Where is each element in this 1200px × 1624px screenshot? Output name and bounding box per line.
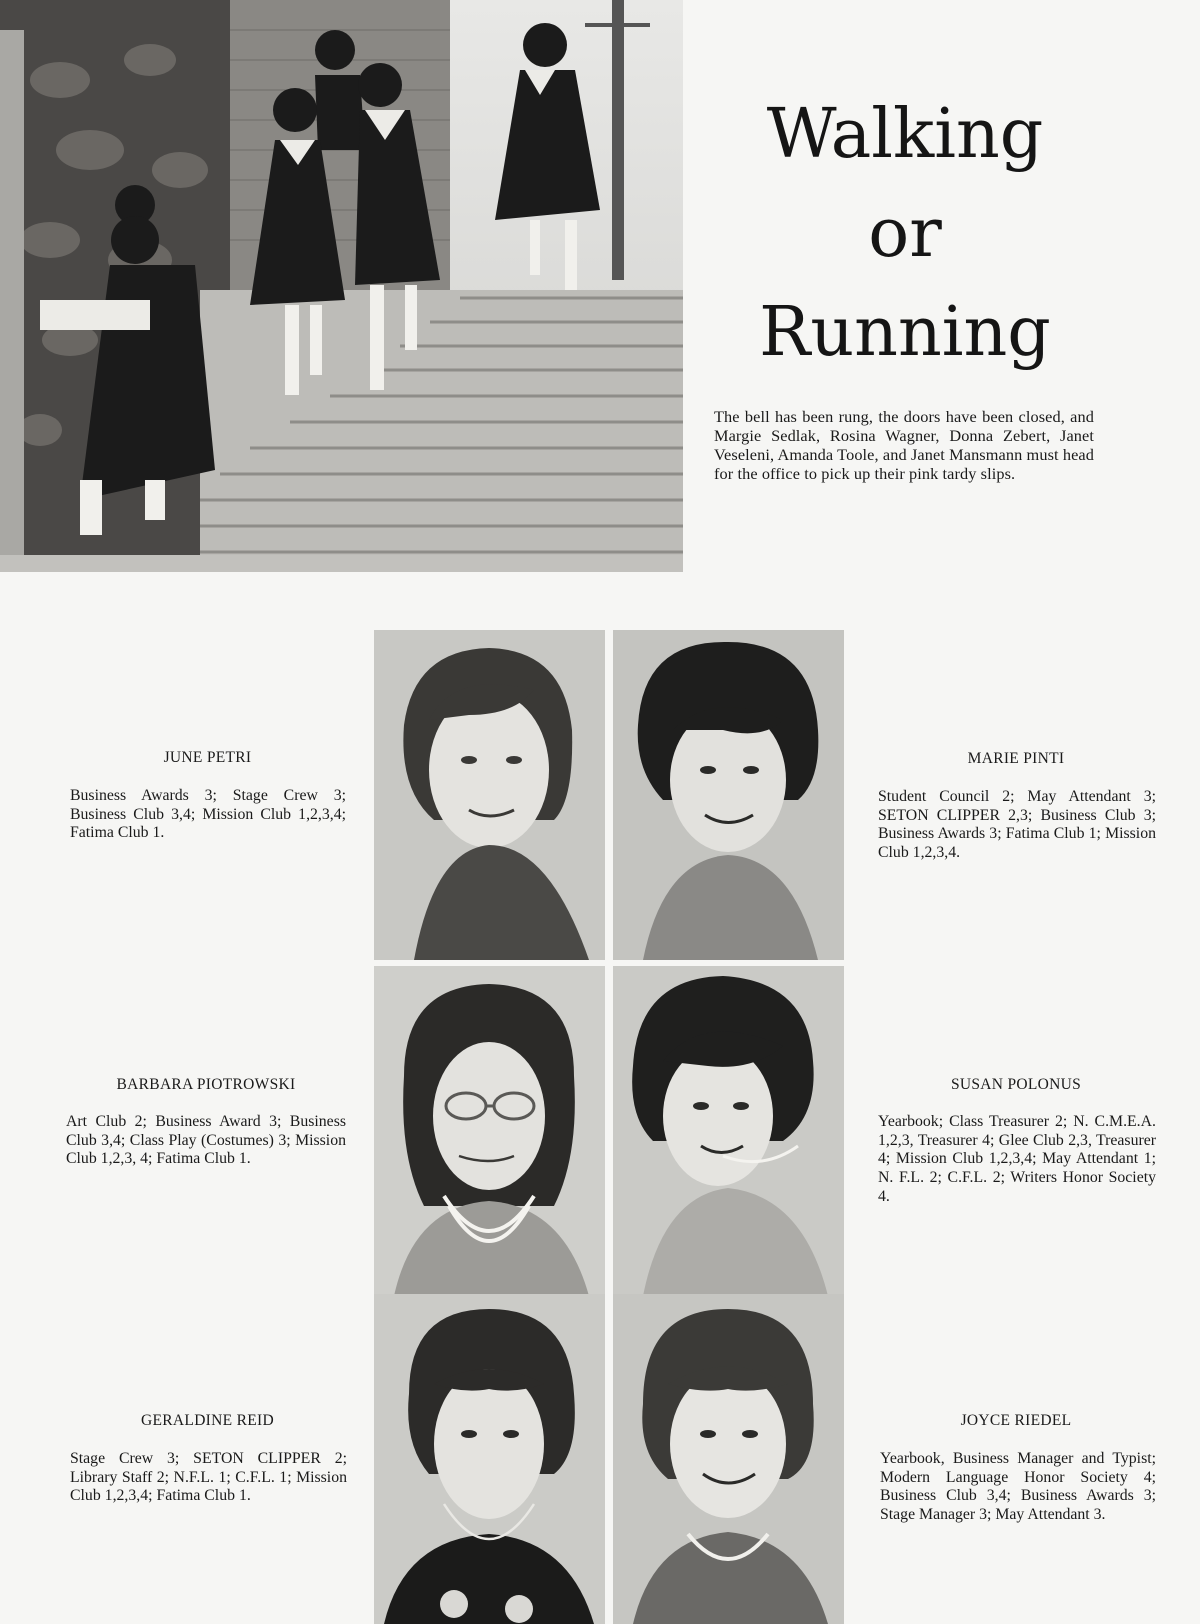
- name-june-petri: JUNE PETRI: [163, 749, 252, 766]
- name-marie-pinti: MARIE PINTI: [967, 750, 1065, 767]
- title-line-2: or: [868, 194, 942, 273]
- name-susan-polonus: SUSAN POLONUS: [950, 1076, 1082, 1093]
- portrait-june-petri: [374, 630, 605, 960]
- bio-susan-polonus: Yearbook; Class Treasurer 2; N. C.M.E.A. 1,2,3, Treasurer 4; Glee Club 2,3, Treasurer 4; Mission Club 1,2,3,4; May Attendant 1; N. F.L. 2; C.F.L. 2; Writers Honor Society 4.: [878, 1113, 1156, 1205]
- title-line-1: Walking: [766, 95, 1044, 174]
- photo-caption: The bell has been rung, the doors have been closed, and Margie Sedlak, Rosina Wagner, Donna Zebert, Janet Veseleni, Amanda Toole, and Janet Mansmann must head for the office to pick up their pink tardy slips.: [714, 407, 1094, 483]
- bio-geraldine-reid: Stage Crew 3; SETON CLIPPER 2; Library Staff 2; N.F.L. 1; C.F.L. 1; Mission Club 1,2,3,4; Fatima Club 1.: [70, 1450, 347, 1505]
- name-barbara-piotrowski: BARBARA PIOTROWSKI: [116, 1076, 296, 1093]
- portrait-geraldine-reid: [374, 1294, 605, 1624]
- bio-marie-pinti: Student Council 2; May Attendant 3; SETON CLIPPER 2,3; Business Club 3; Business Awards 3; Fatima Club 1; Mission Club 1,2,3,4.: [878, 788, 1156, 862]
- article-title: [740, 85, 1070, 382]
- name-geraldine-reid: GERALDINE REID: [141, 1412, 274, 1429]
- bio-barbara-piotrowski: Art Club 2; Business Award 3; Business Club 3,4; Class Play (Costumes) 3; Mission Club 1,2,3, 4; Fatima Club 1.: [66, 1113, 346, 1168]
- portrait-joyce-riedel: [613, 1294, 844, 1624]
- bio-june-petri: Business Awards 3; Stage Crew 3; Business Club 3,4; Mission Club 1,2,3,4; Fatima Club 1.: [70, 787, 346, 842]
- portrait-barbara-piotrowski: [374, 966, 605, 1296]
- portrait-susan-polonus: [613, 966, 844, 1296]
- portrait-marie-pinti: [613, 630, 844, 960]
- students-on-stairs-photo: [0, 0, 683, 572]
- title-line-3: Running: [759, 293, 1051, 372]
- bio-joyce-riedel: Yearbook, Business Manager and Typist; Modern Language Honor Society 4; Business Club 3,4; Business Awards 3; Stage Manager 3; May Attendant 3.: [880, 1450, 1156, 1524]
- name-joyce-riedel: JOYCE RIEDEL: [960, 1412, 1072, 1429]
